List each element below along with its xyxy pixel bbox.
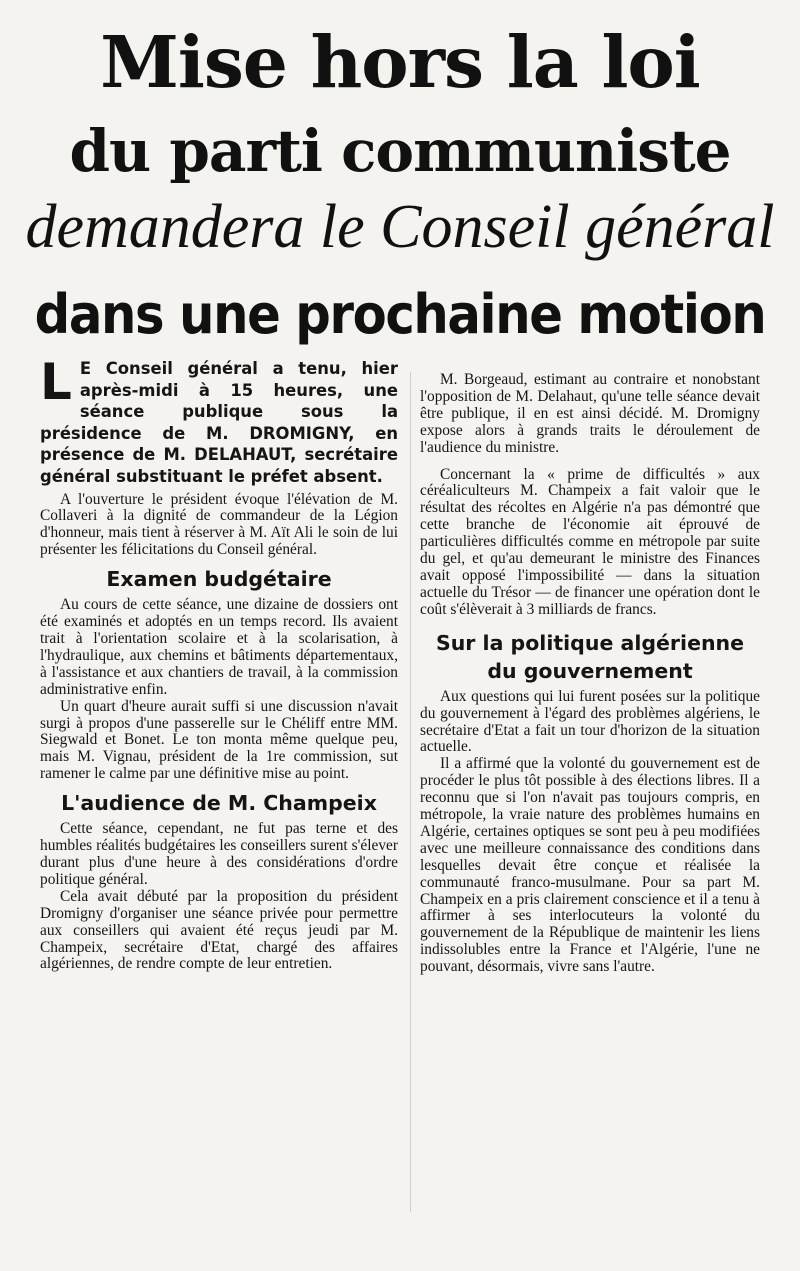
lede-text: E Conseil général a tenu, hier après-midi à 15 heures, une séance publique sous la présidence de M. DROMIGNY, en présence de M. DELAHAUT, secrétaire général substituant le préfet absent. [40,359,398,486]
article-column-left [40,353,398,973]
paragraph: Au cours de cette séance, une dizaine de dossiers ont été examinés et adoptés en un temps record. Ils avaient trait à l'orientation scolaire et à la scolarisation, à l'hydraulique, aux chemins et bâtiments départementaux, à l'assistance et aux chantiers de travail, à la commission administrative enfin. [40,596,398,698]
paragraph: Un quart d'heure aurait suffi si une discussion n'avait surgi à propos d'une passerelle sur le Chéliff entre MM. Siegwald et Bonet. Le ton monta même quelque peu, mais M. Vignau, président de la 1re commission, sut ramener le calme par une définitive mise au point. [40,697,398,783]
paragraph: M. Borgeaud, estimant au contraire et nonobstant l'opposition de M. Delahaut, qu'une telle séance devait être publique, il en est ainsi décidé. M. Dromigny expose alors à grands traits le déroulement de l'audience du ministre. [420,371,760,456]
article-column-right [420,372,760,976]
paragraph: Cela avait débuté par la proposition du président Dromigny d'organiser une séance privée pour permettre aux conseillers qui avaient été reçus jeudi par M. Champeix, secrétaire d'Etat, chargé des affaires algériennes, de rendre compte de leur entretien. [40,887,398,973]
subheading-audience-champeix: L'audience de M. Champeix [61,791,377,816]
headline-line-1: Mise hors la loi [100,20,700,104]
paragraph: Cette séance, cependant, ne fut pas terne et des humbles réalités budgétaires les conseillers surent s'élever durant plus d'une heure à des considérations d'ordre politique général. [40,820,398,888]
column-divider [410,372,411,1212]
paragraph: A l'ouverture le président évoque l'élévation de M. Collaveri à la dignité de commandeur de la Légion d'honneur, mais tient à réserver à M. Aït Ali le soin de lui présenter les félicitations du Conseil général. [40,490,398,559]
drop-cap: L [40,353,72,411]
subheading-line-1: Sur la politique algérienne [435,630,745,655]
subheading-politique-algerienne [420,629,760,685]
headline-line-2: du parti communiste [69,117,731,185]
subheading-examen-budgetaire: Examen budgétaire [106,567,332,592]
paragraph: Concernant la « prime de difficultés » aux céréaliculteurs M. Champeix a fait valoir que le résultat des récoltes en Algérie n'a pas démontré que cette branche de l'économie ait éprouvé de particulières difficultés comme en métropole par suite du gel, et qu'au demeurant le ministre des Finances avait opposé l'impossibilité — dans la situation actuelle du Trésor — de financer une opération dont le coût s'élèverait à 3 milliards de francs. [420,465,760,618]
subheading-line-2: du gouvernement [487,658,693,683]
lede-paragraph [40,353,398,488]
paragraph: Il a affirmé que la volonté du gouvernement est de procéder le plus tôt possible à des élections libres. Il a reconnu que si l'on n'avait pas toujours compris, en métropole, la vraie nature des problèmes humains en Algérie, certaines optiques se sont peu à peu modifiées avec une meilleure connaissance des conditions dans lesquelles devait être conçue et réalisée la communauté franco-musulmane. Pour sa part M. Champeix en a pris clairement conscience et il a tenu à affirmer à ses interlocuteurs la volonté du gouvernement de la République de maintenir les liens indissolubles entre la France et l'Algérie, l'une ne pouvant, désormais, vivre sans l'autre. [420,755,760,976]
headline-line-4: dans une prochaine motion [34,283,766,346]
paragraph: Aux questions qui lui furent posées sur la politique du gouvernement à l'égard des problèmes algériens, le secrétaire d'Etat a fait un tour d'horizon de la situation actuelle. [420,687,760,756]
headline-line-3: demandera le Conseil général [25,193,775,261]
